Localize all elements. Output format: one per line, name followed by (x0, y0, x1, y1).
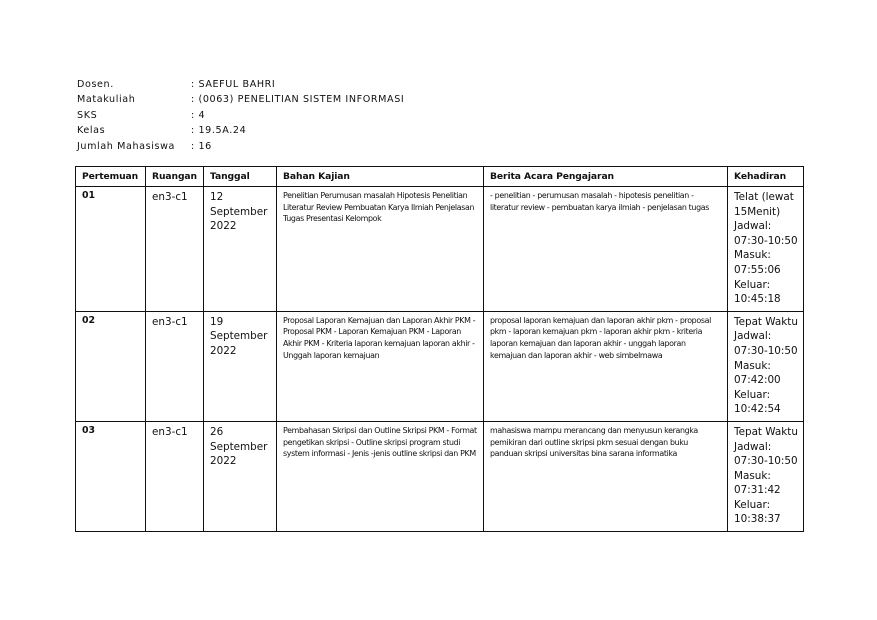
cell-bahan-kajian: Pembahasan Skripsi dan Outline Skripsi PKM - Format pengetikan skripsi - Outline skripsi program studi system informasi - Jenis -jenis outline skripsi dan PKM (277, 421, 484, 531)
cell-pertemuan: 01 (76, 187, 146, 312)
header-pertemuan: Pertemuan (76, 167, 146, 187)
info-row-jumlah-mahasiswa (77, 139, 404, 154)
header-berita-acara: Berita Acara Pengajaran (484, 167, 728, 187)
cell-berita-acara: proposal laporan kemajuan dan laporan akhir pkm - proposal pkm - laporan kemajuan pkm - laporan akhir pkm - kriteria laporan kemajuan dan laporan akhir - unggah laporan kemajuan dan laporan akhir - web simbelmawa (484, 311, 728, 421)
cell-tanggal: 26 September 2022 (204, 421, 277, 531)
cell-ruangan: en3-c1 (146, 311, 204, 421)
info-label: Dosen. (77, 79, 114, 90)
info-row-dosen (77, 77, 404, 92)
header-ruangan: Ruangan (146, 167, 204, 187)
table-row (76, 187, 804, 312)
header-tanggal: Tanggal (204, 167, 277, 187)
cell-bahan-kajian: Penelitian Perumusan masalah Hipotesis Penelitian Literatur Review Pembuatan Karya Ilmiah Penjelasan Tugas Presentasi Kelompok (277, 187, 484, 312)
info-label: Jumlah Mahasiswa (77, 140, 176, 152)
info-label: Matakuliah (77, 94, 136, 106)
teaching-record-table (75, 166, 804, 532)
cell-kehadiran: Telat (lewat 15Menit) Jadwal: 07:30-10:50 Masuk: 07:55:06 Keluar: 10:45:18 (728, 187, 804, 312)
info-label: SKS (77, 109, 98, 121)
cell-tanggal: 12 September 2022 (204, 187, 277, 312)
cell-berita-acara: mahasiswa mampu merancang dan menyusun kerangka pemikiran dari outline skripsi pkm sesuai dengan buku panduan skripsi universitas bina sarana informatika (484, 421, 728, 531)
info-label: Kelas (77, 125, 106, 137)
info-value: : 16 (191, 140, 212, 152)
info-value: : 4 (191, 109, 206, 121)
cell-ruangan: en3-c1 (146, 421, 204, 531)
header-kehadiran: Kehadiran (728, 167, 804, 187)
cell-kehadiran: Tepat Waktu Jadwal: 07:30-10:50 Masuk: 07:42:00 Keluar: 10:42:54 (728, 311, 804, 421)
cell-kehadiran: Tepat Waktu Jadwal: 07:30-10:50 Masuk: 07:31:42 Keluar: 10:38:37 (728, 421, 804, 531)
table-row (76, 311, 804, 421)
info-value: : 19.5A.24 (191, 125, 247, 137)
cell-bahan-kajian: Proposal Laporan Kemajuan dan Laporan Akhir PKM - Proposal PKM - Laporan Kemajuan PKM - Laporan Akhir PKM - Kriteria laporan kemajuan laporan akhir - Unggah laporan kemajuan (277, 311, 484, 421)
cell-ruangan: en3-c1 (146, 187, 204, 312)
info-value: : SAEFUL BAHRI (191, 79, 276, 90)
info-row-matakuliah (77, 92, 404, 107)
info-value: : (0063) PENELITIAN SISTEM INFORMASI (191, 94, 405, 106)
cell-berita-acara: - penelitian - perumusan masalah - hipotesis penelitian - literatur review - pembuatan karya ilmiah - penjelasan tugas (484, 187, 728, 312)
cell-pertemuan: 02 (76, 311, 146, 421)
course-info (77, 77, 404, 154)
info-row-kelas (77, 123, 404, 138)
table-header-row (76, 167, 804, 187)
table-row (76, 421, 804, 531)
info-row-sks (77, 108, 404, 123)
cell-tanggal: 19 September 2022 (204, 311, 277, 421)
header-bahan-kajian: Bahan Kajian (277, 167, 484, 187)
cell-pertemuan: 03 (76, 421, 146, 531)
